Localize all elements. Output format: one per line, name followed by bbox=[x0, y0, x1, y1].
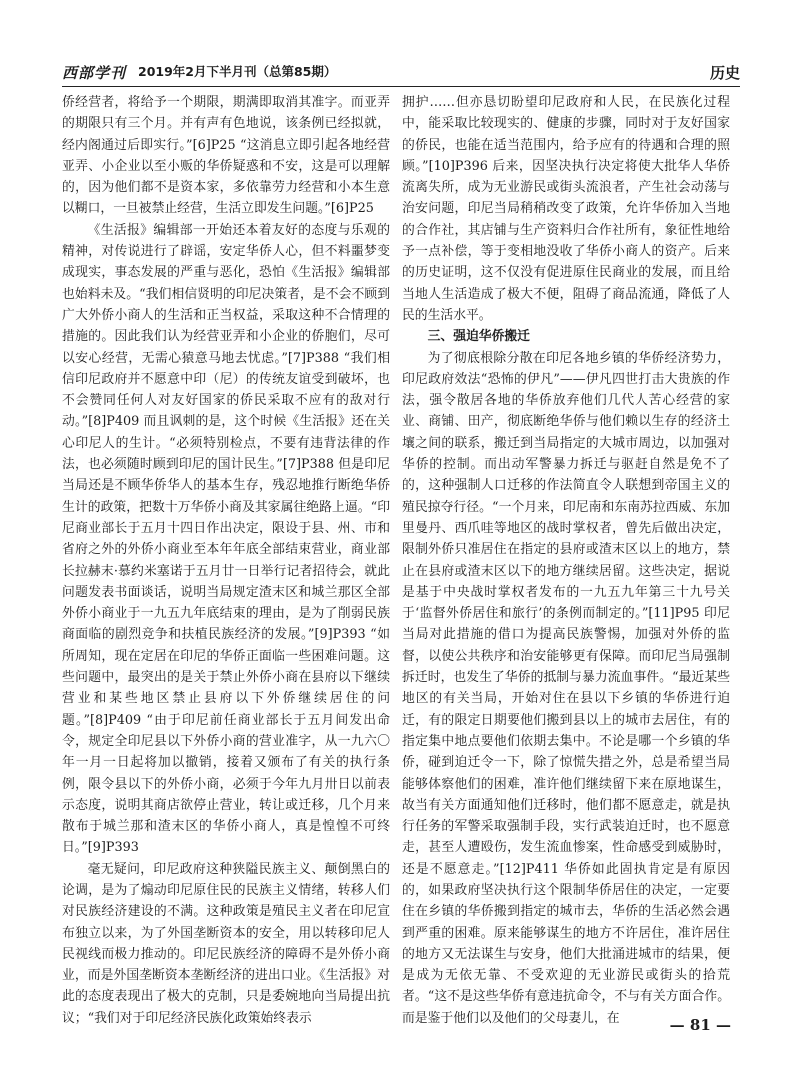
header-rule bbox=[62, 86, 740, 87]
section-heading: 三、强迫华侨搬迁 bbox=[427, 329, 530, 345]
left-column bbox=[62, 92, 390, 1032]
paragraph: 拥护……但亦恳切盼望印尼政府和人民，在民族化过程中，能采取比较现实的、健康的步骤，同时对于友好国家的侨民，也能在适当范围内，给予应有的待遇和合理的照顾。”[10]P396 后来，因坚决执行决定将使大批华人华侨流离失所，成为无业游民或街头流浪者，产生社会动荡与治安问题，印尼当局稍稍改变了政策，允许华侨加入当地的合作社，其店铺与生产资料归合作社所有，象征性地给予一点补偿，等于变相地没收了华侨小商人的资产。后来的历史证明，这不仅没有促进原住民商业的发展，而且给当地人生活造成了极大不便，阻碍了商品流通，降低了人民的生活水平。 bbox=[402, 95, 730, 323]
paragraph: 为了彻底根除分散在印尼各地乡镇的华侨经济势力，印尼政府效法“恐怖的伊凡”——伊凡四世打击大贵族的作法，强令散居各地的华侨放弃他们几代人苦心经营的家业、商铺、田产，彻底断绝华侨与他们赖以生存的经济土壤之间的联系，搬迁到当局指定的大城市周边，以加强对华侨的控制。而出动军警暴力拆迁与驱赶自然是免不了的，这种强制人口迁移的作法简直令人联想到帝国主义的殖民掠夺行径。“一个月来，印尼南和东南苏拉西威、东加里曼丹、西爪哇等地区的战时掌权者，曾先后做出决定，限制外侨只准居住在指定的县府或渣末区以上的地方，禁止在县府或渣末区以下的地方继续居留。这些决定，据说是基于中央战时掌权者发布的一九五九年第三十九号关于‘监督外侨居住和旅行’的条例而制定的。”[11]P95 印尼当局对此措施的借口为提高民族警惕，加强对外侨的监督，以使公共秩序和治安能够更有保障。而印尼当局强制拆迁时，也发生了华侨的抵制与暴力流血事件。“最近某些地区的有关当局，开始对住在县以下乡镇的华侨进行迫迁，有的限定日期要他们搬到县以上的城市去居住，有的指定集中地点要他们依期去集中。不论是哪一个乡镇的华侨，碰到迫迁令一下，除了惊慌失措之外，总是希望当局能够体察他们的困难，准许他们继续留下来在原地谋生，故当有关方面通知他们迁移时，他们都不愿意走，就是执行任务的军警采取强制手段，实行武装迫迁时，也不愿意走，甚至人遭殴伤，发生流血惨案，性命感受到威胁时，还是不愿意走。”[12]P411 华侨如此固执肯定是有原因的，如果政府坚决执行这个限制华侨居住的决定，一定要住在乡镇的华侨搬到指定的城市去，华侨的生活必然会遇到严重的困难。原来能够谋生的地方不许居住，准许居住的地方又无法谋生与安身，他们大批涌进城市的结果，便是成为无依无靠、不受欢迎的无业游民或街头的拾荒者。“这不是这些华侨有意违抗命令，不与有关方面合作。而是鉴于他们以及他们的父母妻儿，在 bbox=[402, 350, 730, 1026]
paragraph: 《生活报》编辑部一开始还本着友好的态度与乐观的精神，对传说进行了辟谣，安定华侨人心，但不料噩梦变成现实，事态发展的严重与恶化，恐怕《生活报》编辑部也始料未及。“我们相信贤明的印尼决策者，是不会不顾到广大外侨小商人的生活和正当权益，采取这种不合情理的措施的。因此我们认为经营亚弄和小企业的侨胞们，尽可以安心经营，无需心猿意马地去忧虑。”[7]P388 “我们相信印尼政府并不愿意中印（尼）的传统友谊受到破坏，也不会赞同任何人对友好国家的侨民采取不应有的敌对行动。”[8]P409 而且讽刺的是，这个时候《生活报》还在关心印尼人的生计。“必须特别检点，不要有违背法律的作法，也必须随时顾到印尼的国计民生。”[7]P388 但是印尼当局还是不顾华侨华人的基本生存，残忍地推行断绝华侨生计的政策，把数十万华侨小商及其家属往绝路上逼。“印尼商业部长于五月十四日作出决定，限设于县、州、市和省府之外的外侨小商业至本年年底全部结束营业，商业部长拉赫末·慕约米塞诺于五月廿一日举行记者招待会，就此问题发表书面谈话，说明当局规定渣末区和城兰那区全部外侨小商业于一九五九年底结束的理由，是为了削弱民族商面临的剧烈竞争和扶植民族经济的发展。”[9]P393 “如所周知，现在定居在印尼的华侨正面临一些困难问题。这些问题中，最突出的是关于禁止外侨小商在县府以下继续营业和某些地区禁止县府以下外侨继续居住的问题。”[8]P409 “由于印尼前任商业部长于五月间发出命令，规定全印尼县以下外侨小商的营业准字，从一九六〇年一月一日起将加以撤销，接着又颁布了有关的执行条例，限令县以下的外侨小商，必须于今年九月卅日以前表示态度，说明其商店欲停止营业，转让或迁移，几个月来散布于城兰那和渣末区的华侨小商人，真是惶惶不可终日。”[9]P393 bbox=[62, 222, 390, 856]
journal-logo: 西部学刊 bbox=[62, 64, 127, 82]
issue-info: 2019年2月下半月刊（总第85期） bbox=[138, 64, 337, 79]
paragraph: 侨经营者，将给予一个期限，期满即取消其准字。而亚弄的期限只有三个月。并有声有色地说，该条例已经拟就，经内阁通过后即实行。”[6]P25 “这消息立即引起各地经营亚弄、小企业以至小贩的华侨疑惑和不安，这是可以理解的，因为他们都不是资本家，多依靠劳力经营和小本生意以糊口，一旦被禁止经营，生活立即发生问题。”[6]P25 bbox=[62, 95, 390, 217]
section-title: 历史 bbox=[709, 64, 740, 82]
page-number: — 81 — bbox=[669, 1016, 731, 1034]
paragraph: 毫无疑问，印尼政府这种狭隘民族主义、颠倒黑白的论调，是为了煽动印尼原住民的民族主义情绪，转移人们对民族经济建设的不满。这种政策是殖民主义者在印尼宣布独立以来，为了外国垄断资本的安全，用以转移印尼人民视线而极力推动的。印尼民族经济的障碍不是外侨小商业，而是外国垄断资本垄断经济的进出口业。《生活报》对此的态度表现出了极大的克制，只是委婉地向当局提出抗议；“我们对于印尼经济民族化政策始终表示 bbox=[62, 861, 390, 1026]
page-header bbox=[62, 50, 740, 80]
right-column bbox=[402, 92, 730, 1032]
